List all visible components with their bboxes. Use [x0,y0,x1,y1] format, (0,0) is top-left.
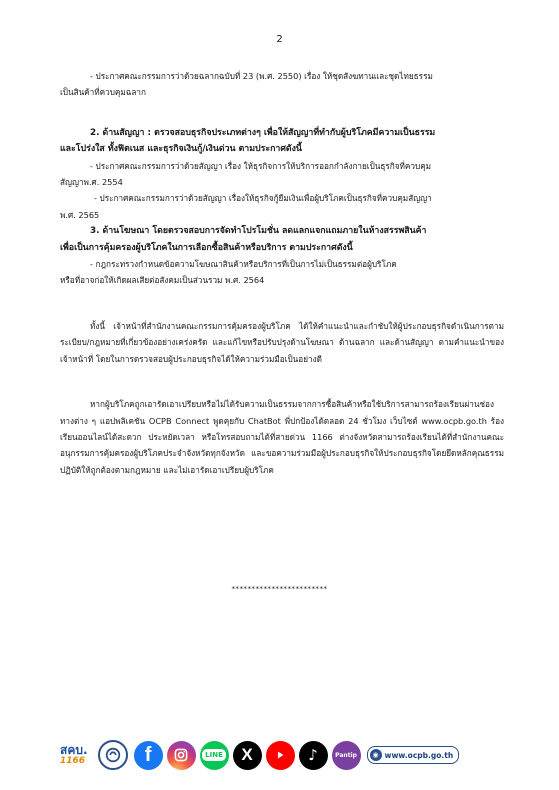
separator: ************************ [231,585,328,593]
paragraph: - ประกาศคณะกรรมการว่าด้วยสัญญา เรื่องให้ธุรกิจกู้ยืมเงินเพื่อผู้บริโภคเป็นธุรกิจที่ควบคุมสัญญา [94,193,432,204]
section-heading: และโปร่งใส ทั้งฟิตเนส และธุรกิจเงินกู้/เงินด่วน ตามประกาศดังนี้ [60,144,302,155]
website-url: www.ocpb.go.th [384,750,454,760]
paragraph: ทั้งนี้ เจ้าหน้าที่สำนักงานคณะกรรมการคุ้มครองผู้บริโภค ได้ให้คำแนะนำและกำชับให้ผู้ประกอบธุรกิจดำเนินการตามระเบียบ/กฎหมายที่เกี่ยวข้องอย่างเคร่งครัด และแก้ไขหรือปรับปรุงด้านโฆษณา ด้านฉลาก และด้านสัญญา ตามคำแนะนำของเจ้าหน้าที่ โดยในการตรวจสอบผู้ประกอบธุรกิจได้ให้ความร่วมมือเป็นอย่างดี [60,320,504,364]
line-icon[interactable] [200,741,229,770]
paragraph: พ.ศ. 2565 [60,209,100,220]
ocpb-logo-text: สคบ. [60,743,88,757]
page-number: 2 [276,34,283,45]
pantip-icon[interactable] [332,741,361,770]
globe-icon: ◉ [370,749,382,761]
paragraph: - กฎกระทรวงกำหนดข้อความโฆษณาสินค้าหรือบริการที่เป็นการไม่เป็นธรรมต่อผู้บริโภค [90,259,397,270]
pantip-label: Pantip [335,751,357,759]
section-heading: 3. ด้านโฆษณา โดยตรวจสอบการจัดทำโปรโมชั่น ลดแลกแจกแถมภายในห้างสรรพสินค้า [90,226,427,237]
hotline-number: 1166 [60,756,86,766]
paragraph: เป็นสินค้าที่ควบคุมฉลาก [60,87,146,98]
section-heading: 2. ด้านสัญญา : ตรวจสอบธุรกิจประเภทต่างๆ เพื่อให้สัญญาที่ทำกับผู้บริโภคมีความเป็นธรรม [90,127,436,138]
instagram-icon[interactable] [167,741,196,770]
x-icon[interactable]: X [233,741,262,770]
ocpb-logo [60,744,88,766]
website-link[interactable] [367,746,460,764]
paragraph: หากผู้บริโภคถูกเอารัดเอาเปรียบหรือไม่ได้รับความเป็นธรรมจากการซื้อสินค้าหรือใช้บริการสามารถร้องเรียนผ่านช่องทางต่าง ๆ แอปพลิเคชัน OCPB Connect พูดคุยกับ ChatBot พี่ปกป้องได้ตลอด 24 ชั่วโมง เว็บไซต์ www.ocpb.go.th ร้องเรียนออนไลน์ได้สะดวก ประหยัดเวลา หรือโทรสอบถามได้ที่สายด่วน 1166 ต่างจังหวัดสามารถร้องเรียนได้ที่สำนักงานคณะอนุกรรมการคุ้มครองผู้บริโภคประจำจังหวัดทุกจังหวัด และขอความร่วมมือผู้ประกอบธุรกิจให้ประกอบธุรกิจโดยยึดหลักคุณธรรม ปฏิบัติให้ถูกต้องตามกฎหมาย และไม่เอารัดเอาเปรียบผู้บริโภค [60,399,504,475]
paragraph: สัญญาพ.ศ. 2554 [60,177,123,188]
youtube-icon[interactable] [266,741,295,770]
emblem-icon [98,740,128,770]
section-heading: เพื่อเป็นการคุ้มครองผู้บริโภคในการเลือกซื้อสินค้าหรือบริการ ตามประกาศดังนี้ [60,242,353,253]
paragraph: - ประกาศคณะกรรมการว่าด้วยสัญญา เรื่อง ให้ธุรกิจการให้บริการออกกำลังกายเป็นธุรกิจที่ควบคุม [90,160,432,171]
facebook-icon[interactable]: f [134,741,163,770]
tiktok-icon[interactable]: ♪ [299,741,328,770]
document-body [60,68,504,478]
paragraph: - ประกาศคณะกรรมการว่าด้วยฉลากฉบับที่ 23 (พ.ศ. 2550) เรื่อง ให้ชุดสังฆทานและชุดไทยธรรม [90,71,433,81]
footer-contact-bar [60,735,510,775]
paragraph: หรือที่อาจก่อให้เกิดผลเสียต่อสังคมเป็นส่วนรวม พ.ศ. 2564 [60,275,265,286]
line-label: LINE [202,749,226,761]
